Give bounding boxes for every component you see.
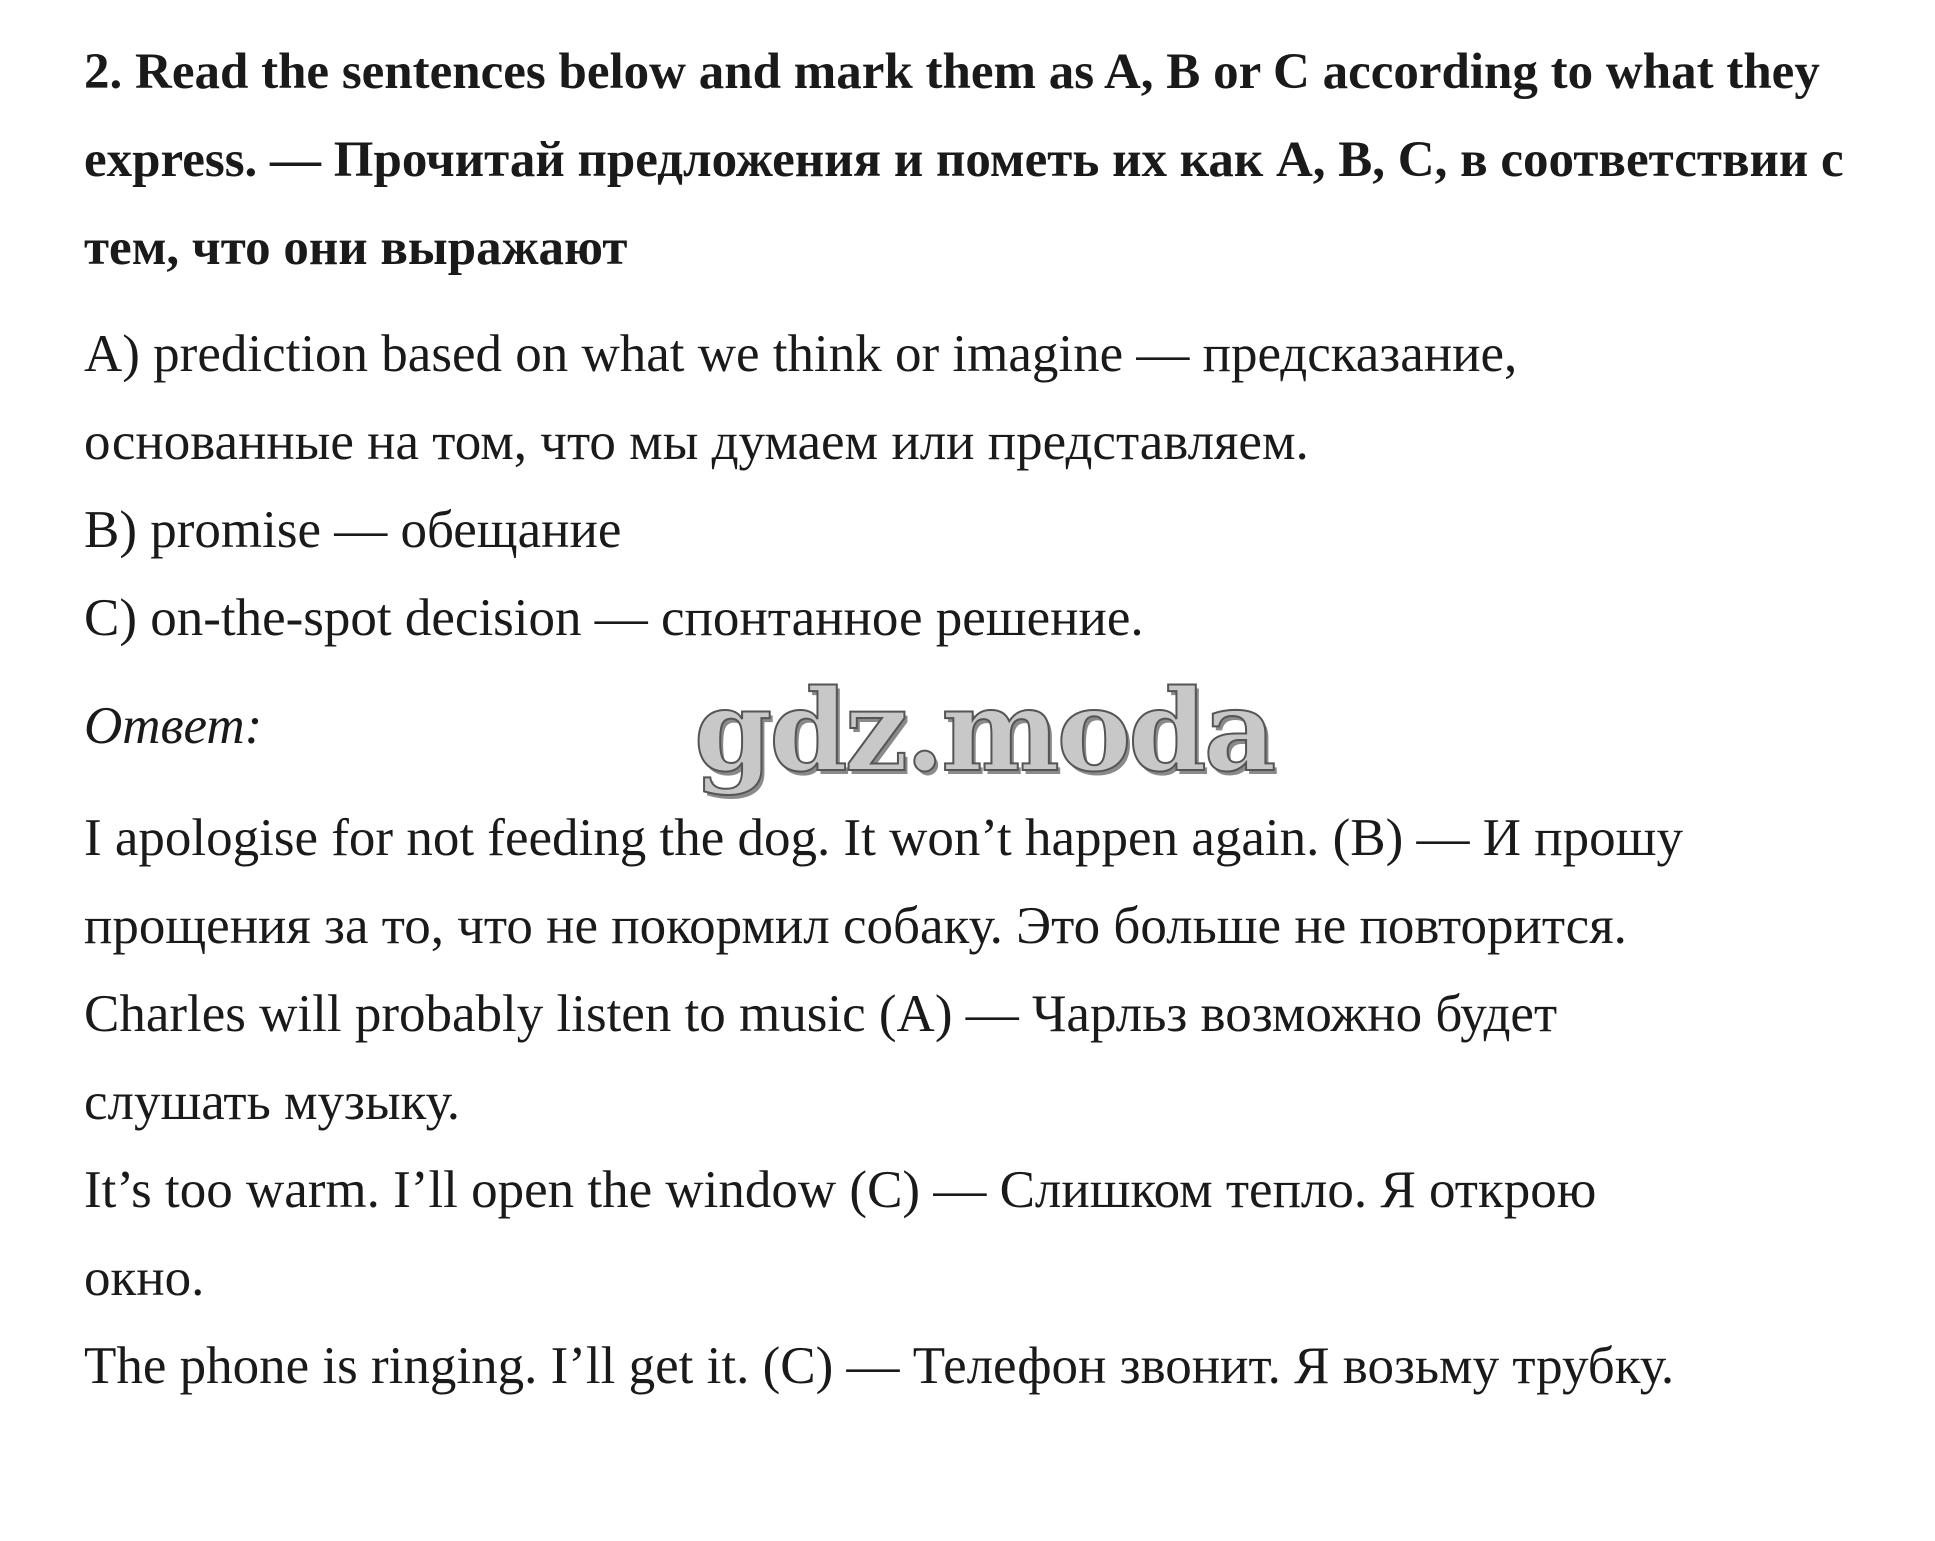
answer-line: I apologise for not feeding the dog. It won’t happen again. (B) — И прошу	[84, 809, 1683, 867]
answer-line: The phone is ringing. I’ll get it. (C) — Телефон звонит. Я возьму трубку.	[84, 1337, 1675, 1395]
answer-line: Charles will probably listen to music (A) — Чарльз возможно будет	[84, 985, 1558, 1043]
answer-line: It’s too warm. I’ll open the window (C) — Слишком тепло. Я открою	[84, 1161, 1597, 1219]
answer-label: Ответ:	[84, 697, 263, 755]
watermark-logo: gdz.moda	[694, 666, 1274, 797]
option-line: основанные на том, что мы думаем или представляем.	[84, 413, 1309, 471]
option-line: B) promise — обещание	[84, 501, 622, 559]
answer-header	[84, 666, 1884, 797]
options-list	[84, 310, 1884, 662]
option-line: A) prediction based on what we think or imagine — предсказание,	[84, 325, 1518, 383]
answer-line: окно.	[84, 1249, 205, 1307]
answers-list	[84, 794, 1884, 1410]
answer-line: слушать музыку.	[84, 1073, 461, 1131]
answer-line: прощения за то, что не покормил собаку. Это больше не повторится.	[84, 897, 1627, 955]
document-page	[84, 28, 1884, 1410]
option-line: C) on-the-spot decision — спонтанное решение.	[84, 589, 1144, 647]
task-title: 2. Read the sentences below and mark them as A, B or C according to what they express. — Прочитай предложения и пометь их как A, B, C, в соответствии с тем, что они выражают	[84, 44, 1844, 276]
